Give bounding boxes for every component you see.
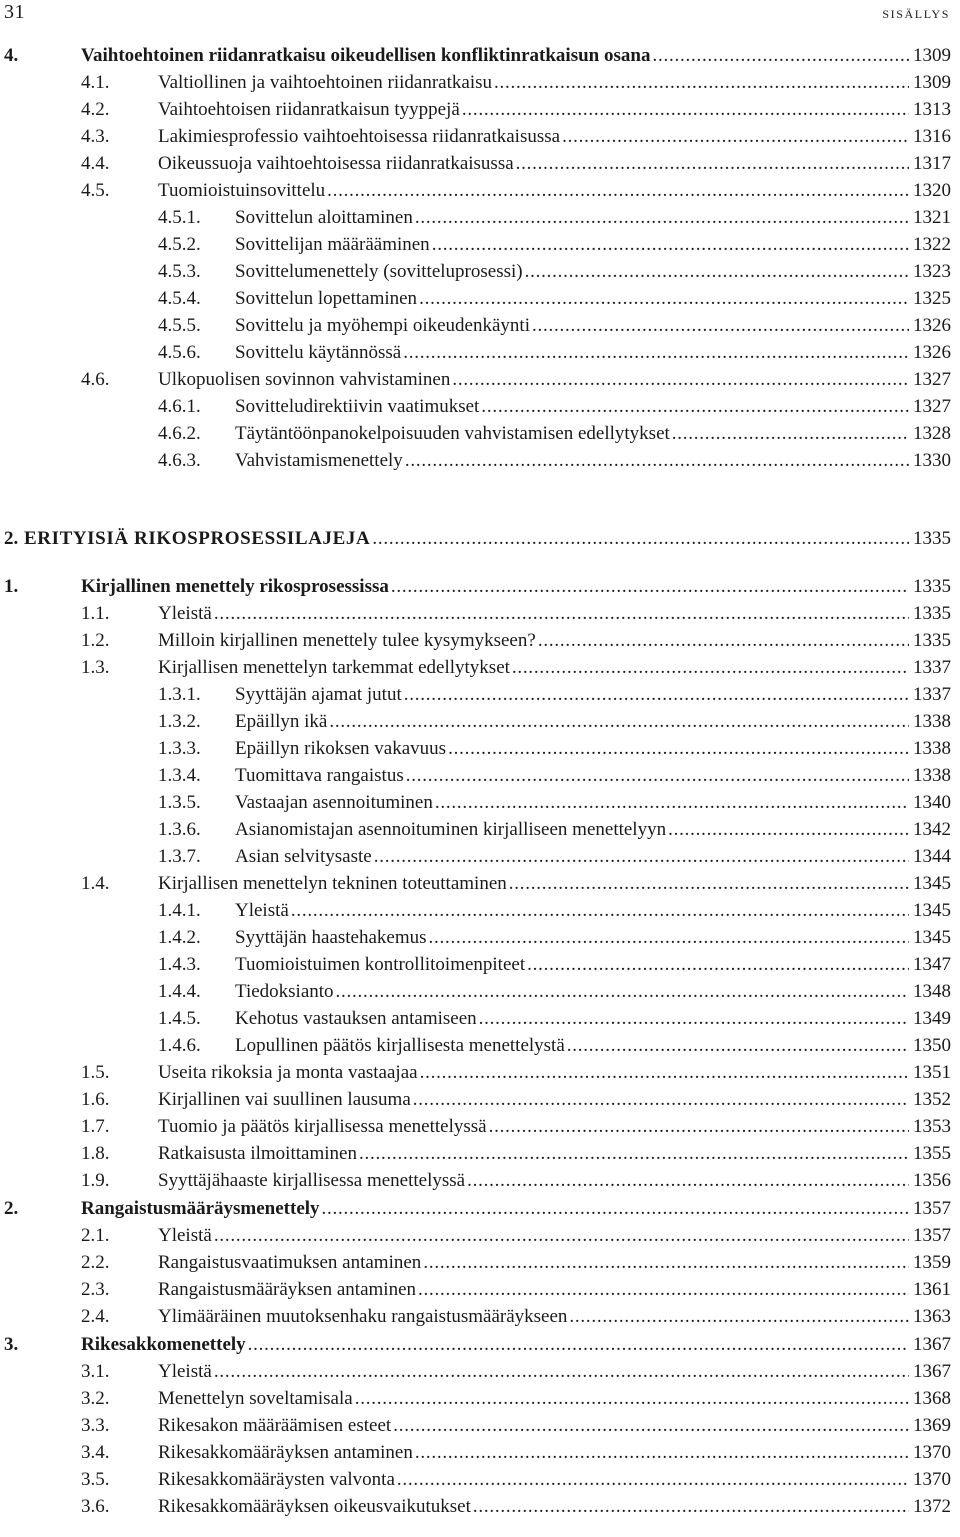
toc-entry-title: Rangaistusmääräysmenettely — [81, 1198, 320, 1219]
toc-entry-title: Useita rikoksia ja monta vastaajaa — [158, 1062, 418, 1083]
toc-entry-title: Vahvistamismenettely — [235, 450, 403, 471]
toc-entry-title: Rikesakon määräämisen esteet — [158, 1415, 392, 1436]
toc-entry-number: 1.4.4. — [158, 981, 201, 1002]
toc-entry-page: 1348 — [913, 981, 951, 1002]
toc-entry-number: 1. — [4, 576, 19, 597]
toc-entry-number: 4.3. — [81, 126, 110, 147]
toc-entry-number: 4. — [4, 45, 19, 66]
toc-entry — [0, 285, 951, 312]
toc-entry-title: Rikesakkomääräyksen oikeusvaikutukset — [158, 1496, 471, 1517]
toc-entry-number: 4.6. — [81, 369, 110, 390]
toc-entry-title: ERITYISIÄ RIKOSPROSESSILAJEJA — [24, 528, 371, 549]
toc-entry-title: Yleistä — [158, 603, 212, 624]
dot-leader — [404, 762, 909, 789]
toc-entry-page: 1352 — [913, 1089, 951, 1110]
toc-entry-page: 1363 — [913, 1306, 951, 1327]
toc-entry — [0, 924, 951, 951]
toc-entry-number: 4.5.2. — [158, 234, 201, 255]
toc-entry-number: 1.4.2. — [158, 927, 201, 948]
toc-entry-page: 1355 — [913, 1143, 951, 1164]
toc-entry-number: 3.1. — [81, 1361, 110, 1382]
toc-entry — [0, 654, 951, 681]
toc-entry-page: 1313 — [913, 99, 951, 120]
toc-entry-page: 1316 — [913, 126, 951, 147]
toc-entry-number: 1.7. — [81, 1116, 110, 1137]
toc-entry — [0, 1331, 951, 1358]
toc-entry-title: Sovittelun aloittaminen — [235, 207, 413, 228]
toc-entry-number: 1.3.5. — [158, 792, 201, 813]
toc-entry — [0, 951, 951, 978]
toc-entry-page: 1361 — [913, 1279, 951, 1300]
dot-leader — [411, 1086, 909, 1113]
toc-entry-page: 1347 — [913, 954, 951, 975]
dot-leader — [514, 150, 909, 177]
toc-entry-page: 1309 — [913, 72, 951, 93]
toc-entry-page: 1370 — [913, 1469, 951, 1490]
toc-entry-title: Ulkopuolisen sovinnon vahvistaminen — [158, 369, 451, 390]
toc-entry-number: 4.4. — [81, 153, 110, 174]
dot-leader — [246, 1331, 909, 1358]
toc-entry-title: Tuomioistuimen kontrollitoimenpiteet — [235, 954, 526, 975]
toc-entry-number: 1.4.6. — [158, 1035, 201, 1056]
toc-entry-page: 1335 — [913, 630, 951, 651]
toc-entry-number: 1.3. — [81, 657, 110, 678]
toc-entry-number: 4.5.6. — [158, 342, 201, 363]
dot-leader — [471, 1493, 909, 1520]
toc-entry — [0, 1466, 951, 1493]
dot-leader — [403, 447, 909, 474]
toc-entry-title: Vaihtoehtoisen riidanratkaisun tyyppejä — [158, 99, 460, 120]
dot-leader — [401, 339, 909, 366]
dot-leader — [413, 1439, 909, 1466]
toc-entry — [0, 1303, 951, 1330]
toc-entry-title: Sovittelu käytännössä — [235, 342, 402, 363]
dot-leader — [492, 69, 909, 96]
toc-entry-title: Valtiollinen ja vaihtoehtoinen riidanratkaisu — [158, 72, 492, 93]
dot-leader — [320, 1195, 909, 1222]
toc-entry-number: 1.1. — [81, 603, 110, 624]
toc-entry — [0, 366, 951, 393]
dot-leader — [413, 204, 909, 231]
toc-entry-title: Yleistä — [235, 900, 289, 921]
dot-leader — [417, 285, 909, 312]
dot-leader — [650, 42, 909, 69]
toc-entry-title: Täytäntöönpanokelpoisuuden vahvistamisen edellytykset — [235, 423, 670, 444]
toc-entry-title: Sovittelun lopettaminen — [235, 288, 418, 309]
toc-entry — [0, 69, 951, 96]
toc-entry-page: 1337 — [913, 657, 951, 678]
dot-leader — [370, 525, 909, 552]
toc-entry-number: 4.5.5. — [158, 315, 201, 336]
toc-entry — [0, 708, 951, 735]
toc-entry-page: 1325 — [913, 288, 951, 309]
dot-leader — [402, 681, 909, 708]
dot-leader — [430, 231, 909, 258]
toc-entry-page: 1344 — [913, 846, 951, 867]
dot-leader — [433, 789, 909, 816]
toc-entry-page: 1345 — [913, 900, 951, 921]
dot-leader — [334, 978, 909, 1005]
toc-entry-page: 1322 — [913, 234, 951, 255]
toc-entry-title: Epäillyn ikä — [235, 711, 328, 732]
dot-leader — [666, 816, 909, 843]
toc-entry-title: Kirjallisen menettelyn tekninen toteuttaminen — [158, 873, 507, 894]
dot-leader — [530, 312, 909, 339]
toc-entry-page: 1327 — [913, 369, 951, 390]
toc-entry-title: Asian selvitysaste — [235, 846, 372, 867]
toc-entry — [0, 420, 951, 447]
toc-entry — [0, 1385, 951, 1412]
toc-entry-number: 3. — [4, 1334, 19, 1355]
toc-entry-title: Vaihtoehtoinen riidanratkaisu oikeudellisen konfliktinratkaisun osana — [81, 45, 651, 66]
dot-leader — [560, 123, 909, 150]
toc-entry-page: 1353 — [913, 1116, 951, 1137]
toc-entry — [0, 1249, 951, 1276]
toc-entry-title: Rikesakkomääräyksen antaminen — [158, 1442, 413, 1463]
dot-leader — [446, 735, 909, 762]
toc-entry-page: 1320 — [913, 180, 951, 201]
toc-entry — [0, 150, 951, 177]
toc-entry-number: 3.3. — [81, 1415, 110, 1436]
toc-entry — [0, 1086, 951, 1113]
toc-entry-number: 3.6. — [81, 1496, 110, 1517]
toc-entry-title: Sovitteludirektiivin vaatimukset — [235, 396, 480, 417]
toc-entry — [0, 843, 951, 870]
toc-entry-title: Syyttäjähaaste kirjallisessa menettelyssä — [158, 1170, 466, 1191]
toc-entry — [0, 1059, 951, 1086]
toc-entry-number: 1.4. — [81, 873, 110, 894]
toc-entry-page: 1326 — [913, 315, 951, 336]
dot-leader — [479, 393, 909, 420]
toc-entry — [0, 231, 951, 258]
toc-entry-number: 2.3. — [81, 1279, 110, 1300]
toc-entry — [0, 525, 951, 552]
toc-entry-page: 1326 — [913, 342, 951, 363]
dot-leader — [510, 654, 909, 681]
toc-entry-number: 4.5.4. — [158, 288, 201, 309]
dot-leader — [465, 1167, 909, 1194]
toc-entry — [0, 681, 951, 708]
toc-entry-title: Rikesakkomenettely — [81, 1334, 246, 1355]
toc-entry-page: 1357 — [913, 1198, 951, 1219]
toc-entry-title: Asianomistajan asennoituminen kirjalliseen menettelyyn — [235, 819, 667, 840]
toc-entry-page: 1317 — [913, 153, 951, 174]
toc-entry-page: 1367 — [913, 1361, 951, 1382]
toc-entry — [0, 1222, 951, 1249]
dot-leader — [212, 1222, 909, 1249]
toc-entry-number: 4.5.1. — [158, 207, 201, 228]
toc-entry — [0, 1439, 951, 1466]
toc-entry-title: Epäillyn rikoksen vakavuus — [235, 738, 447, 759]
toc-entry-title: Tiedoksianto — [235, 981, 334, 1002]
toc-entry — [0, 573, 951, 600]
toc-entry-number: 4.6.2. — [158, 423, 201, 444]
toc-entry-page: 1327 — [913, 396, 951, 417]
toc-entry-title: Sovittelu ja myöhempi oikeudenkäynti — [235, 315, 530, 336]
toc-entry-number: 2. — [4, 1198, 19, 1219]
toc-entry — [0, 123, 951, 150]
toc-entry-number: 2.4. — [81, 1306, 110, 1327]
toc-entry-title: Milloin kirjallinen menettely tulee kysymykseen? — [158, 630, 536, 651]
toc-entry-page: 1342 — [913, 819, 951, 840]
dot-leader — [357, 1140, 909, 1167]
toc-entry-title: Tuomioistuinsovittelu — [158, 180, 326, 201]
toc-entry-title: Vastaajan asennoituminen — [235, 792, 433, 813]
dot-leader — [418, 1059, 909, 1086]
toc-entry — [0, 870, 951, 897]
toc-entry-number: 3.2. — [81, 1388, 110, 1409]
toc-entry — [0, 393, 951, 420]
toc-entry — [0, 1493, 951, 1520]
dot-leader — [525, 951, 909, 978]
toc-entry-number: 1.9. — [81, 1170, 110, 1191]
toc-entry-number: 4.6.3. — [158, 450, 201, 471]
toc-entry-page: 1340 — [913, 792, 951, 813]
toc-entry-number: 4.1. — [81, 72, 110, 93]
toc-entry-number: 1.3.1. — [158, 684, 201, 705]
toc-entry — [0, 312, 951, 339]
toc-entry-title: Rangaistusmääräyksen antaminen — [158, 1279, 417, 1300]
toc-entry — [0, 339, 951, 366]
dot-leader — [289, 897, 909, 924]
toc-entry — [0, 42, 951, 69]
toc-entry-number: 1.2. — [81, 630, 110, 651]
toc-entry — [0, 447, 951, 474]
toc-entry — [0, 600, 951, 627]
toc-entry-number: 2. — [4, 528, 19, 549]
dot-leader — [565, 1032, 909, 1059]
toc-entry — [0, 762, 951, 789]
dot-leader — [567, 1303, 909, 1330]
dot-leader — [372, 843, 909, 870]
dot-leader — [395, 1466, 909, 1493]
toc-entry-page: 1328 — [913, 423, 951, 444]
toc-entry-page: 1337 — [913, 684, 951, 705]
dot-leader — [536, 627, 909, 654]
toc-entry-number: 1.8. — [81, 1143, 110, 1164]
toc-entry-title: Menettelyn soveltamisala — [158, 1388, 353, 1409]
toc-entry-page: 1323 — [913, 261, 951, 282]
toc-entry-number: 1.4.1. — [158, 900, 201, 921]
toc-entry-number: 1.3.4. — [158, 765, 201, 786]
toc-entry — [0, 1005, 951, 1032]
dot-leader — [670, 420, 909, 447]
toc-entry-number: 4.5. — [81, 180, 110, 201]
toc-entry-page: 1330 — [913, 450, 951, 471]
toc-entry — [0, 96, 951, 123]
toc-entry — [0, 1358, 951, 1385]
toc-entry-number: 1.5. — [81, 1062, 110, 1083]
toc-entry-page: 1338 — [913, 738, 951, 759]
toc-entry-page: 1370 — [913, 1442, 951, 1463]
toc-entry-page: 1345 — [913, 873, 951, 894]
toc-entry-number: 1.3.3. — [158, 738, 201, 759]
toc-entry-page: 1369 — [913, 1415, 951, 1436]
toc-entry-number: 1.6. — [81, 1089, 110, 1110]
toc-entry-title: Ylimääräinen muutoksenhaku rangaistusmääräykseen — [158, 1306, 568, 1327]
toc-entry-page: 1309 — [913, 45, 951, 66]
toc-entry-number: 2.2. — [81, 1252, 110, 1273]
toc-entry-title: Yleistä — [158, 1361, 212, 1382]
running-head: sisällys — [882, 3, 950, 22]
toc-entry-title: Rangaistusvaatimuksen antaminen — [158, 1252, 422, 1273]
toc-entry-page: 1335 — [913, 528, 951, 549]
toc-entry-number: 1.3.7. — [158, 846, 201, 867]
dot-leader — [389, 573, 909, 600]
toc-entry-number: 4.6.1. — [158, 396, 201, 417]
dot-leader — [421, 1249, 909, 1276]
dot-leader — [450, 366, 909, 393]
toc-entry-page: 1357 — [913, 1225, 951, 1246]
toc-entry — [0, 1167, 951, 1194]
toc-entry-number: 4.2. — [81, 99, 110, 120]
toc-entry-title: Yleistä — [158, 1225, 212, 1246]
toc-entry-page: 1368 — [913, 1388, 951, 1409]
dot-leader — [523, 258, 909, 285]
toc-entry — [0, 789, 951, 816]
toc-entry — [0, 1195, 951, 1222]
toc-entry-title: Sovittelumenettely (sovitteluprosessi) — [235, 261, 523, 282]
toc-entry-title: Ratkaisusta ilmoittaminen — [158, 1143, 357, 1164]
toc-entry — [0, 258, 951, 285]
toc-entry-page: 1359 — [913, 1252, 951, 1273]
toc-entry — [0, 627, 951, 654]
toc-entry-title: Sovittelijan määrääminen — [235, 234, 430, 255]
toc-entry — [0, 204, 951, 231]
dot-leader — [460, 96, 909, 123]
toc-entry-number: 3.4. — [81, 1442, 110, 1463]
toc-entry-title: Rikesakkomääräysten valvonta — [158, 1469, 395, 1490]
toc-entry-number: 1.4.5. — [158, 1008, 201, 1029]
toc-entry-title: Syyttäjän haastehakemus — [235, 927, 427, 948]
toc-entry-page: 1335 — [913, 576, 951, 597]
dot-leader — [507, 870, 909, 897]
toc-entry — [0, 1412, 951, 1439]
toc-entry — [0, 897, 951, 924]
dot-leader — [353, 1385, 909, 1412]
dot-leader — [477, 1005, 909, 1032]
dot-leader — [487, 1113, 909, 1140]
toc-entry-number: 1.3.6. — [158, 819, 201, 840]
toc-entry-page: 1350 — [913, 1035, 951, 1056]
toc-entry-page: 1335 — [913, 603, 951, 624]
toc-entry-title: Oikeussuoja vaihtoehtoisessa riidanratkaisussa — [158, 153, 514, 174]
dot-leader — [212, 1358, 909, 1385]
toc-entry-title: Kirjallisen menettelyn tarkemmat edellytykset — [158, 657, 510, 678]
toc-entry — [0, 1276, 951, 1303]
toc-entry-number: 1.4.3. — [158, 954, 201, 975]
toc-entry-title: Tuomittava rangaistus — [235, 765, 404, 786]
toc-entry — [0, 735, 951, 762]
toc-entry-title: Syyttäjän ajamat jutut — [235, 684, 402, 705]
toc-entry-page: 1321 — [913, 207, 951, 228]
toc-entry-page: 1356 — [913, 1170, 951, 1191]
toc-entry-title: Kirjallinen vai suullinen lausuma — [158, 1089, 411, 1110]
page-number: 31 — [4, 1, 25, 23]
toc-entry-title: Lakimiesprofessio vaihtoehtoisessa riidanratkaisussa — [158, 126, 561, 147]
dot-leader — [212, 600, 909, 627]
toc-entry-number: 3.5. — [81, 1469, 110, 1490]
toc-entry-number: 1.3.2. — [158, 711, 201, 732]
toc-entry — [0, 177, 951, 204]
toc-entry-page: 1345 — [913, 927, 951, 948]
dot-leader — [391, 1412, 909, 1439]
toc-entry-page: 1372 — [913, 1496, 951, 1517]
dot-leader — [416, 1276, 909, 1303]
toc-entry-title: Tuomio ja päätös kirjallisessa menettelyssä — [158, 1116, 487, 1137]
dot-leader — [325, 177, 909, 204]
toc-entry-page: 1351 — [913, 1062, 951, 1083]
toc-entry — [0, 978, 951, 1005]
toc-entry — [0, 1113, 951, 1140]
toc-entry-page: 1338 — [913, 711, 951, 732]
toc-entry-page: 1338 — [913, 765, 951, 786]
toc-entry — [0, 1140, 951, 1167]
toc-entry-title: Kehotus vastauksen antamiseen — [235, 1008, 477, 1029]
toc-entry-number: 4.5.3. — [158, 261, 201, 282]
toc-entry-title: Lopullinen päätös kirjallisesta menettelystä — [235, 1035, 565, 1056]
toc-entry-number: 2.1. — [81, 1225, 110, 1246]
toc-entry-title: Kirjallinen menettely rikosprosessissa — [81, 576, 389, 597]
toc-entry-page: 1367 — [913, 1334, 951, 1355]
dot-leader — [427, 924, 909, 951]
toc-entry-page: 1349 — [913, 1008, 951, 1029]
toc-entry — [0, 1032, 951, 1059]
dot-leader — [327, 708, 909, 735]
toc-entry — [0, 816, 951, 843]
